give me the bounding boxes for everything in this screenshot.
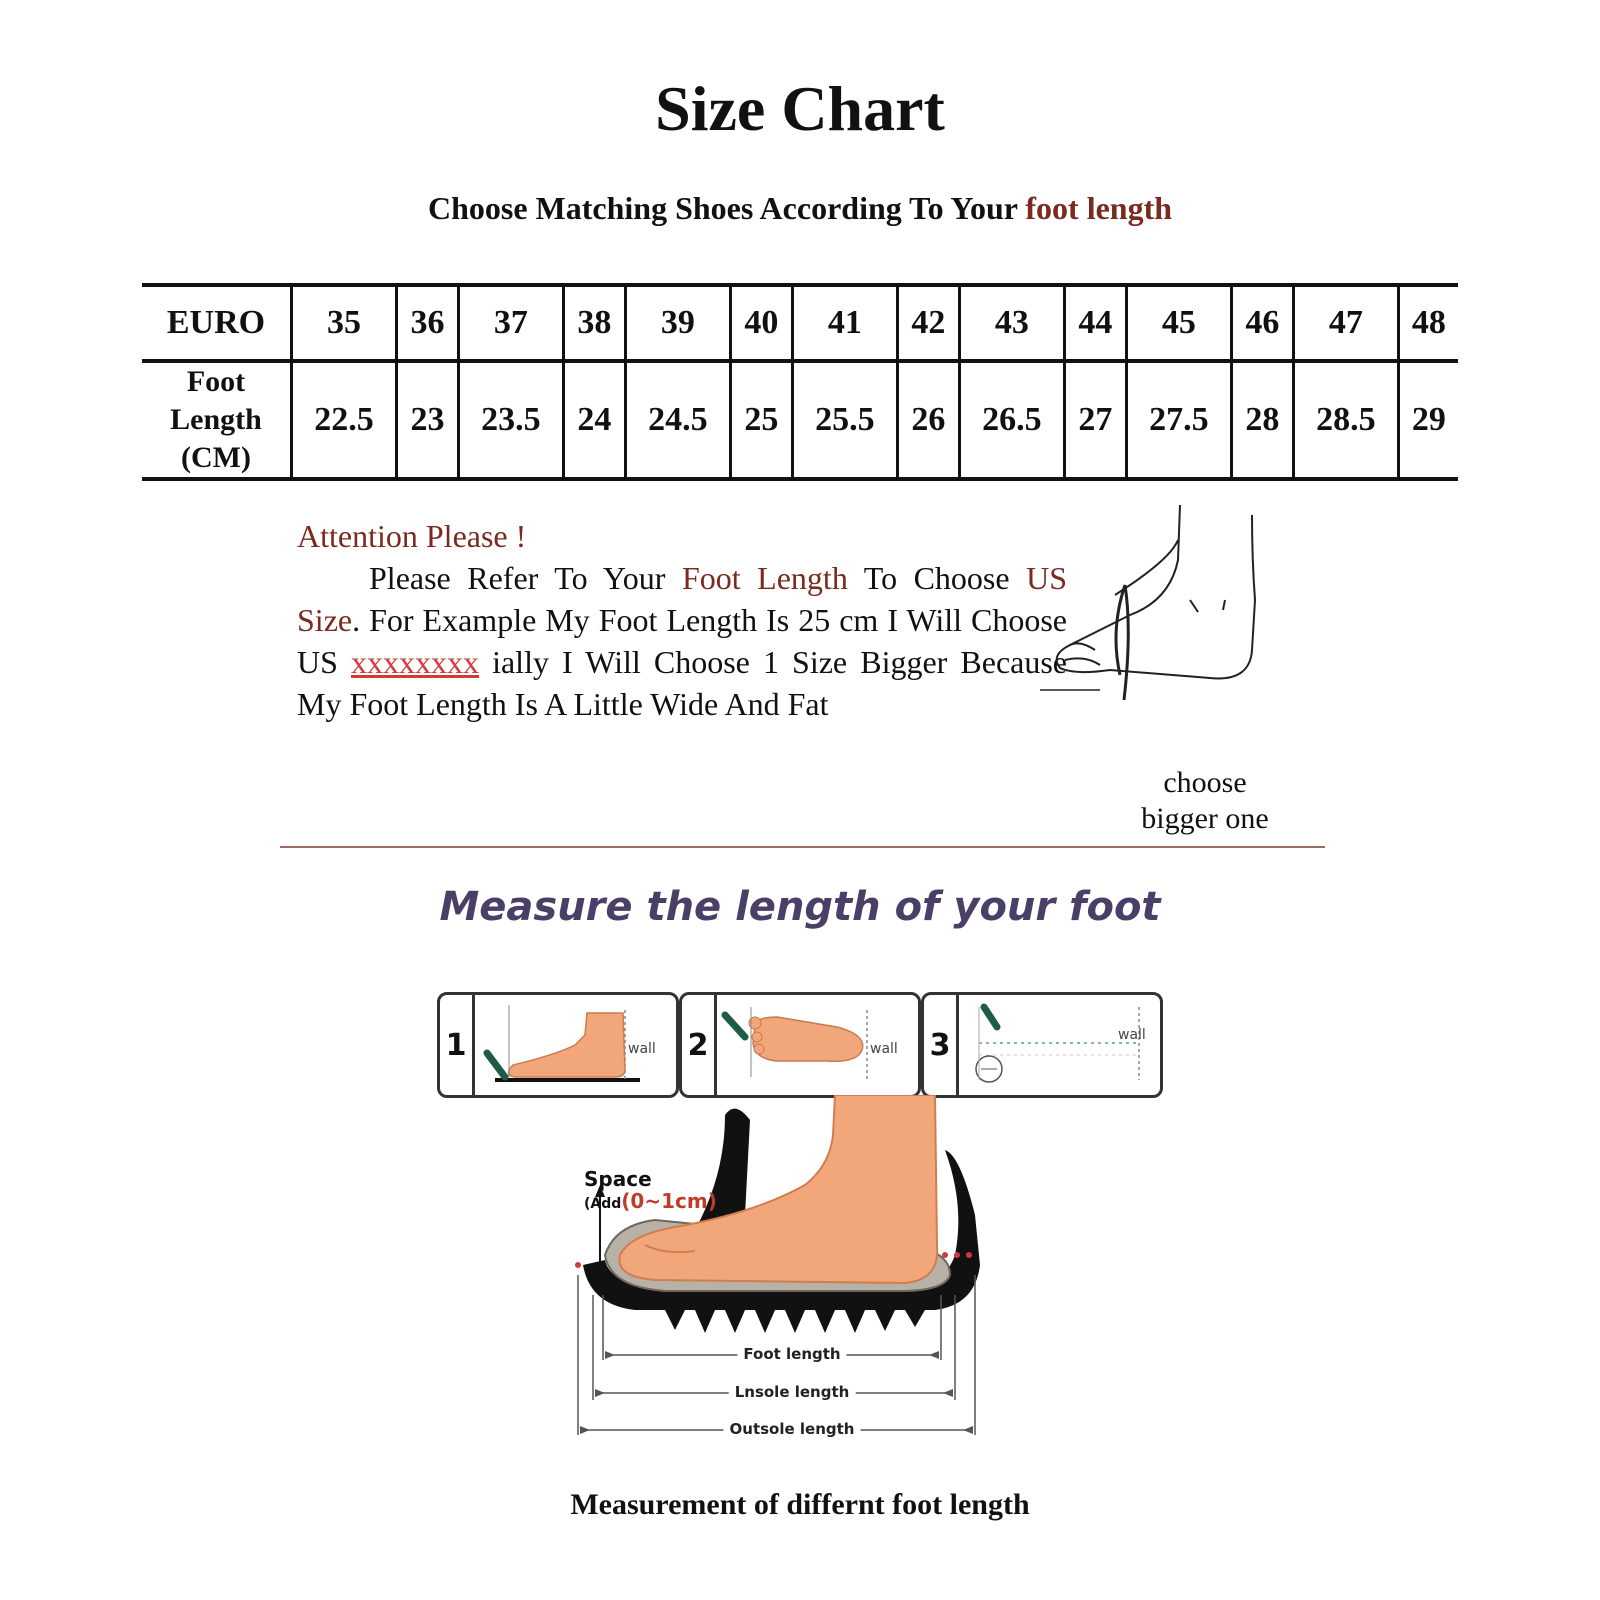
section-divider — [280, 846, 1325, 848]
space-label-line1: Space — [584, 1167, 652, 1191]
euro-row-label: EURO — [142, 285, 292, 361]
euro-size-cell: 42 — [897, 285, 959, 361]
choose-label-line1: choose — [1163, 766, 1247, 799]
foot-length-cell: 26.5 — [959, 361, 1064, 479]
attention-body — [297, 557, 1067, 725]
attention-text-2: To Choose — [847, 560, 1027, 596]
attention-note — [297, 515, 1067, 725]
measure-step-3 — [921, 992, 1163, 1098]
measure-ruler-icon — [959, 995, 1159, 1095]
euro-size-cell: 35 — [292, 285, 397, 361]
foot-length-row — [142, 361, 1458, 479]
foot-length-cell: 22.5 — [292, 361, 397, 479]
attention-redacted: xxxxxxxx — [351, 644, 479, 680]
foot-length-cell: 26 — [897, 361, 959, 479]
euro-size-cell: 43 — [959, 285, 1064, 361]
attention-text-4: ially I Will Choose 1 Size Bigger Because My Foot Length Is A Little Wide And Fat — [297, 644, 1068, 722]
foot-label-line3: (CM) — [181, 441, 251, 474]
attention-text-1: Please Refer To Your — [369, 560, 682, 596]
measure-title: Measure the length of your foot — [439, 884, 1161, 930]
choose-label-line2: bigger one — [1141, 802, 1269, 835]
euro-size-cell: 46 — [1231, 285, 1293, 361]
step-number: 2 — [682, 995, 717, 1095]
space-label-range: (0~1cm) — [621, 1189, 717, 1213]
foot-length-cell: 24 — [563, 361, 625, 479]
foot-label-line1: Foot — [186, 365, 246, 398]
subtitle-highlight: foot length — [1025, 190, 1173, 226]
foot-length-row-label — [142, 361, 292, 479]
attention-text-3: . For Example My Foot Length Is 25 cm I Will Choose US — [297, 602, 1067, 680]
foot-length-cell: 27.5 — [1126, 361, 1231, 479]
euro-size-cell: 45 — [1126, 285, 1231, 361]
choose-bigger-label — [1120, 765, 1290, 837]
attention-heading: Attention Please ! — [297, 518, 527, 554]
foot-length-cell: 24.5 — [625, 361, 730, 479]
step-number: 3 — [924, 995, 959, 1095]
page-subtitle — [0, 190, 1600, 227]
wall-label: wall — [870, 1041, 898, 1057]
foot-label-line2: Length — [170, 403, 262, 436]
foot-length-cell: 25 — [730, 361, 792, 479]
euro-size-cell: 40 — [730, 285, 792, 361]
space-label — [584, 1168, 717, 1215]
euro-size-cell: 39 — [625, 285, 730, 361]
foot-in-shoe-sketch-icon — [1040, 500, 1290, 730]
foot-length-label: Foot length — [737, 1345, 846, 1363]
wall-label: wall — [628, 1041, 656, 1057]
foot-length-cell: 23 — [396, 361, 458, 479]
measurement-caption: Measurement of differnt foot length — [570, 1488, 1030, 1521]
euro-size-cell: 44 — [1064, 285, 1126, 361]
insole-length-label: Lnsole length — [729, 1383, 856, 1401]
foot-length-cell: 29 — [1398, 361, 1458, 479]
euro-size-cell: 38 — [563, 285, 625, 361]
euro-size-cell: 47 — [1293, 285, 1398, 361]
space-label-add: (Add — [584, 1196, 622, 1212]
page-title: Size Chart — [655, 73, 945, 144]
measure-step-2 — [679, 992, 921, 1098]
euro-size-cell: 36 — [396, 285, 458, 361]
euro-size-cell: 41 — [792, 285, 897, 361]
attention-us-size: US Size — [297, 560, 1068, 638]
euro-size-cell: 37 — [458, 285, 563, 361]
foot-length-cell: 25.5 — [792, 361, 897, 479]
foot-length-cell: 28.5 — [1293, 361, 1398, 479]
attention-foot-length: Foot Length — [681, 560, 848, 596]
euro-row — [142, 285, 1458, 361]
size-table — [142, 283, 1458, 481]
subtitle-text: Choose Matching Shoes According To Your — [427, 190, 1026, 226]
outsole-length-label: Outsole length — [724, 1420, 861, 1438]
wall-label: wall — [1118, 1027, 1146, 1043]
foot-length-cell: 23.5 — [458, 361, 563, 479]
euro-size-cell: 48 — [1398, 285, 1458, 361]
foot-length-cell: 27 — [1064, 361, 1126, 479]
measure-step-1 — [437, 992, 679, 1098]
foot-length-cell: 28 — [1231, 361, 1293, 479]
shoe-cross-section-icon — [575, 1095, 1025, 1470]
step-number: 1 — [440, 995, 475, 1095]
